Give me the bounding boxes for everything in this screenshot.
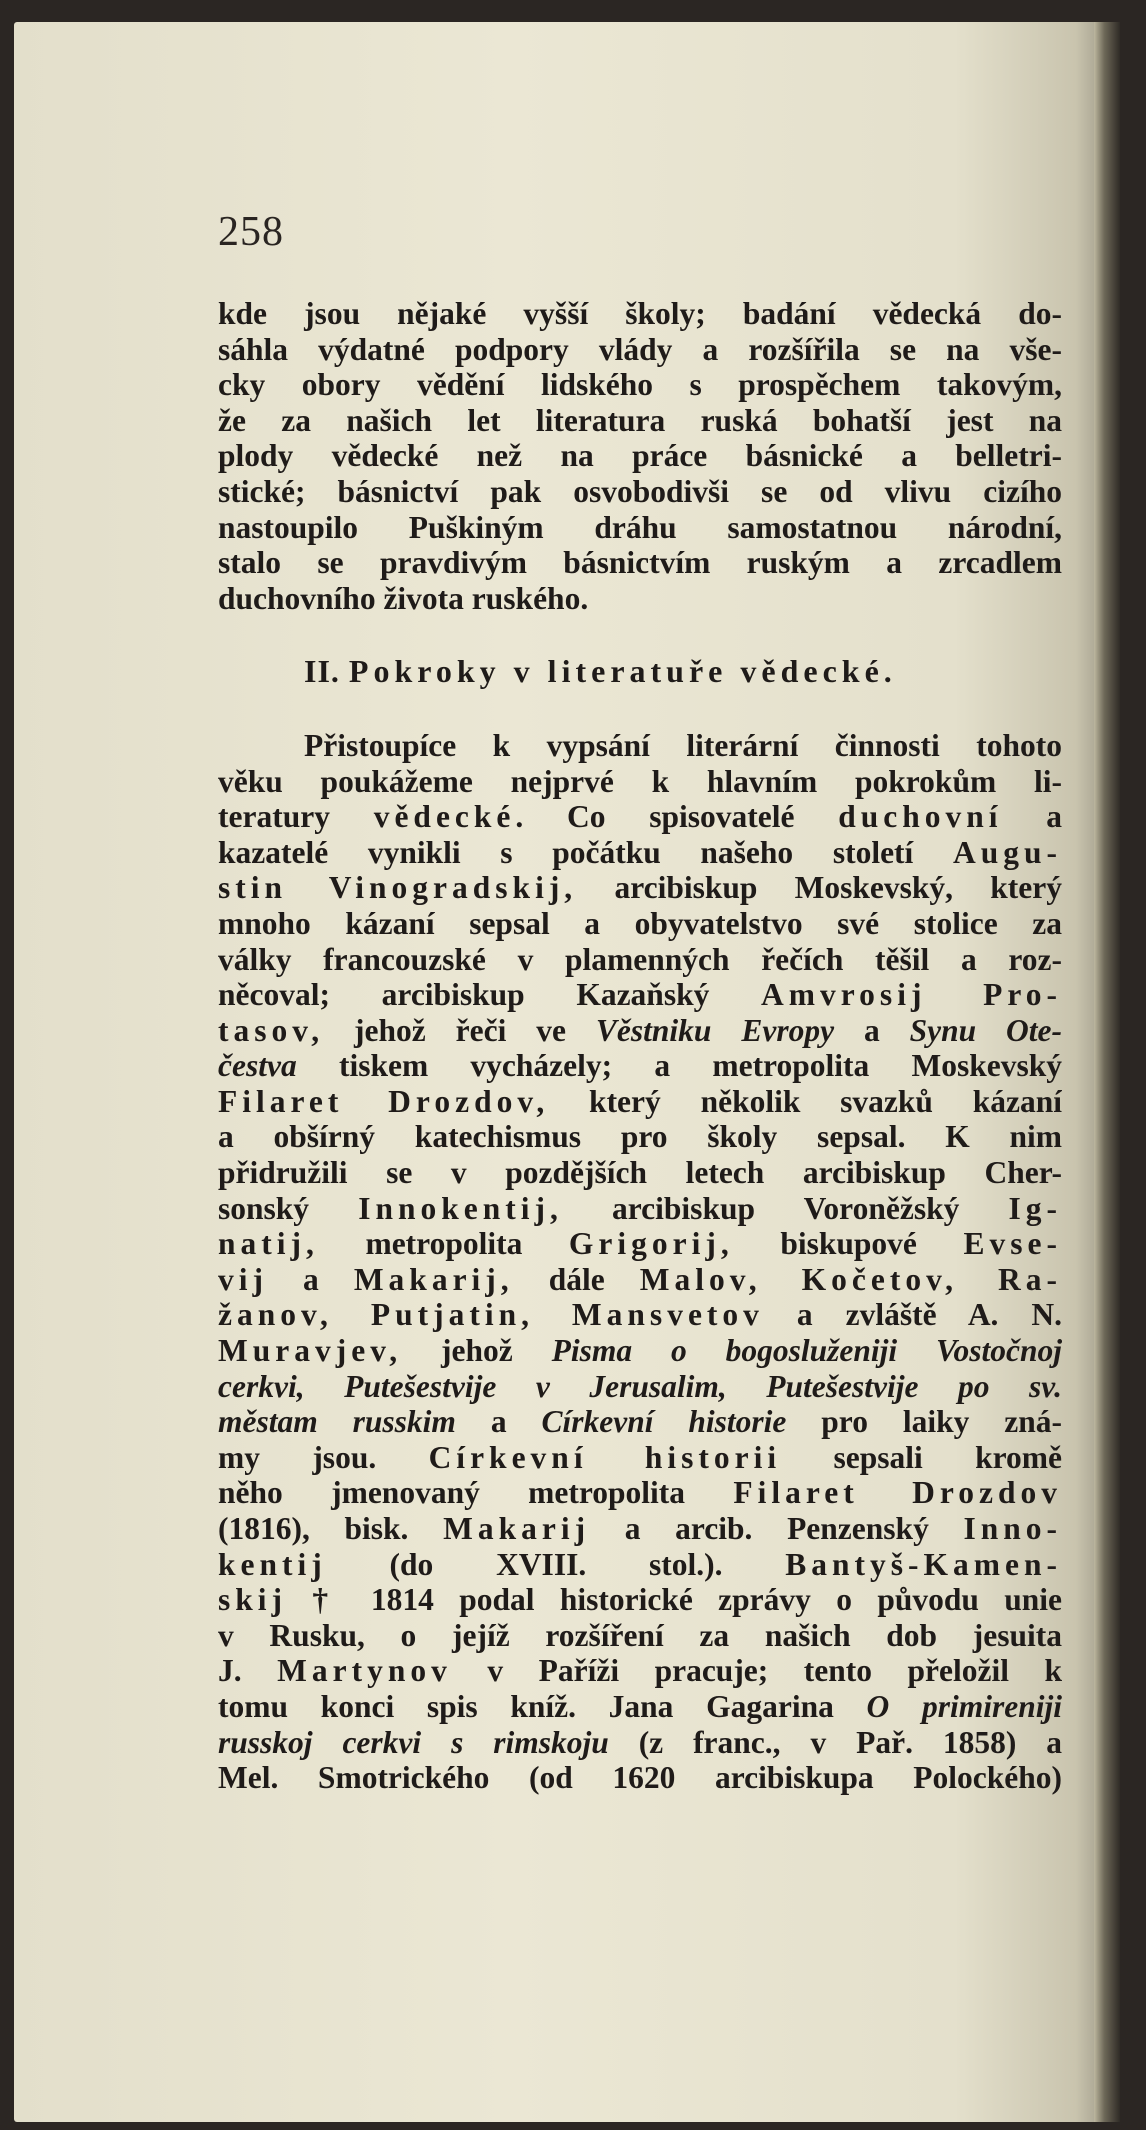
text-line: skij † 1814 podal historické zprávy o původu unie xyxy=(218,1582,1062,1618)
section-heading xyxy=(218,654,1062,690)
book-spine-shadow xyxy=(1094,22,1120,2122)
text-line: městam russkim a Církevní historie pro laiky zná- xyxy=(218,1404,1062,1440)
text-line: cky obory vědění lidského s prospěchem takovým, xyxy=(218,367,1062,403)
text-line: Mel. Smotrického (od 1620 arcibiskupa Polockého) xyxy=(218,1760,1062,1796)
text-line: kentij (do XVIII. stol.). Bantyš-Kamen- xyxy=(218,1546,1062,1582)
text-line: vij a Makarij, dále Malov, Kočetov, Ra- xyxy=(218,1261,1062,1297)
text-line: cerkvi, Putešestvije v Jerusalim, Putešestvije po sv. xyxy=(218,1368,1062,1404)
text-line: J. Martynov v Paříži pracuje; tento přeložil k xyxy=(218,1653,1062,1689)
text-line: duchovního života ruského. xyxy=(218,580,589,616)
text-line: stin Vinogradskij, arcibiskup Moskevský, který xyxy=(218,870,1062,906)
text-line: tasov, jehož řeči ve Věstniku Evropy a Synu Ote- xyxy=(218,1012,1062,1048)
text-line: v Rusku, o jejíž rozšíření za našich dob jesuita xyxy=(218,1617,1062,1653)
text-line: mnoho kázaní sepsal a obyvatelstvo své stolice za xyxy=(218,905,1062,941)
text-line: přidružili se v pozdějších letech arcibiskup Cher- xyxy=(218,1155,1062,1191)
page-text xyxy=(218,296,1062,1796)
text-line: russkoj cerkvi s rimskoju (z franc., v Pař. 1858) a xyxy=(218,1724,1062,1760)
text-line: (1816), bisk. Makarij a arcib. Penzenský Inno- xyxy=(218,1511,1062,1546)
section-number: II. xyxy=(304,653,340,690)
text-line: Muravjev, jehož Pisma o bogosluženiji Vostočnoj xyxy=(218,1333,1062,1369)
text-line: stalo se pravdivým básnictvím ruským a zrcadlem xyxy=(218,545,1062,581)
text-line: natij, metropolita Grigorij, biskupové Evse- xyxy=(218,1226,1062,1262)
section-title: Pokroky v literatuře vědecké. xyxy=(348,653,897,690)
text-line: sonský Innokentij, arcibiskup Voroněžský Ig- xyxy=(218,1190,1062,1226)
text-line: čestva tiskem vycházely; a metropolita Moskevský xyxy=(218,1048,1062,1084)
text-line: věku poukážeme nejprvé k hlavním pokrokům li- xyxy=(218,763,1062,799)
text-line: kazatelé vynikli s počátku našeho století Augu- xyxy=(218,834,1062,870)
text-line: války francouzské v plamenných řečích těšil a roz- xyxy=(218,941,1062,977)
text-line: Přistoupíce k vypsání literární činnosti tohoto xyxy=(304,727,1062,763)
text-line: my jsou. Církevní historii sepsali kromě xyxy=(218,1439,1062,1475)
text-line: něcoval; arcibiskup Kazaňský Amvrosij Pro- xyxy=(218,977,1062,1013)
text-line: teratury vědecké. Co spisovatelé duchovní a xyxy=(218,799,1062,835)
text-line: stické; básnictví pak osvobodivši se od vlivu cizího xyxy=(218,473,1062,509)
text-line: něho jmenovaný metropolita Filaret Drozdov xyxy=(218,1475,1062,1511)
text-line: že za našich let literatura ruská bohatší jest na xyxy=(218,402,1062,438)
text-line: žanov, Putjatin, Mansvetov a zvláště A. N. xyxy=(218,1297,1062,1333)
text-line: a obšírný katechismus pro školy sepsal. K nim xyxy=(218,1119,1062,1155)
page-number: 258 xyxy=(218,209,284,255)
text-line: tomu konci spis kníž. Jana Gagarina O primireniji xyxy=(218,1688,1062,1724)
text-line: plody vědecké než na práce básnické a belletri- xyxy=(218,438,1062,474)
text-line: kde jsou nějaké vyšší školy; badání vědecká do- xyxy=(218,296,1062,331)
text-line: nastoupilo Puškiným dráhu samostatnou národní, xyxy=(218,509,1062,545)
text-line: sáhla výdatné podpory vlády a rozšířila se na vše- xyxy=(218,331,1062,367)
paragraph-1 xyxy=(218,296,1062,616)
paragraph-2 xyxy=(218,728,1062,1796)
text-line: Filaret Drozdov, který několik svazků kázaní xyxy=(218,1083,1062,1119)
